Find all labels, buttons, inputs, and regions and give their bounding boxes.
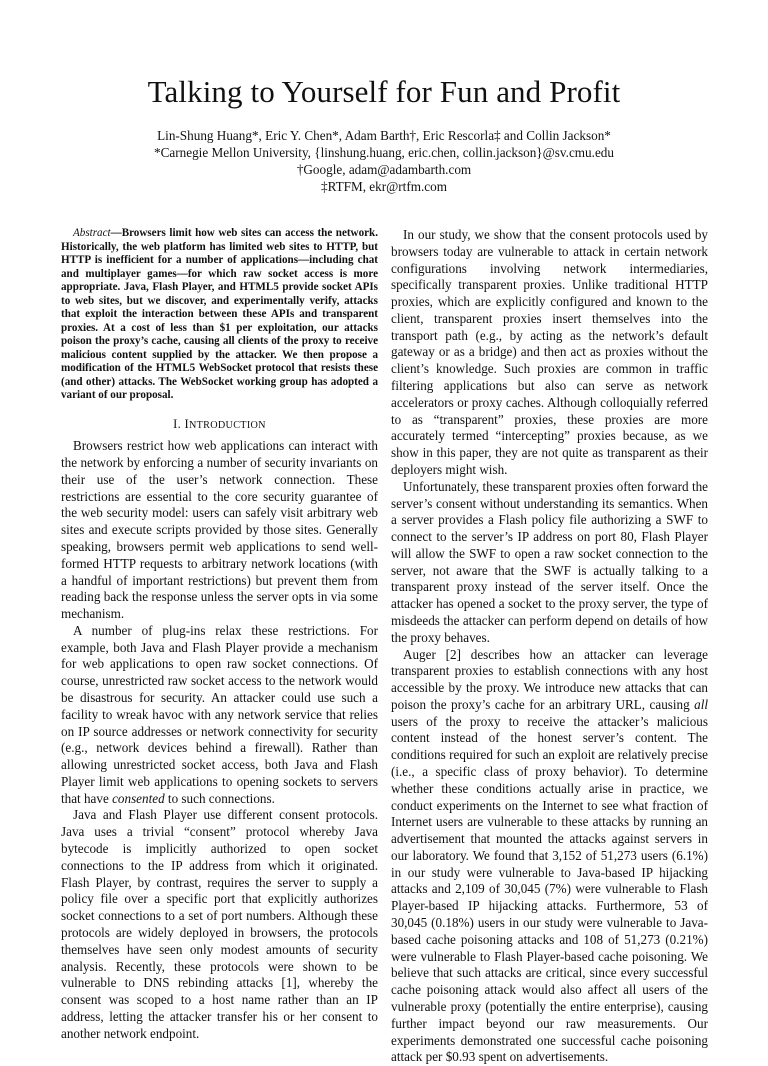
intro-paragraph-6: [391, 647, 708, 1066]
author-names: Lin-Shung Huang*, Eric Y. Chen*, Adam Barth†, Eric Rescorla‡ and Collin Jackson*: [157, 128, 611, 143]
intro-paragraph-6-emphasis: all: [694, 696, 708, 712]
intro-paragraph-6-text-a: Auger [2] describes how an attacker can leverage transparent proxies to establish connections with any host accessible by the proxy. We introduce new attacks that can poison the proxy’s cache for an arbitrary URL, causing: [391, 646, 708, 712]
affiliation-rtfm: ‡RTFM, ekr@rtfm.com: [321, 179, 447, 194]
author-block: [0, 127, 768, 195]
intro-paragraph-2: [61, 623, 378, 808]
intro-paragraph-2-text-a: A number of plug-ins relax these restrictions. For example, both Java and Flash Player provide a mechanism for web applications to open raw socket connections. Of course, unrestricted raw socket access to the network would be disastrous for security. An attacker could use such a facility to wreak havoc with any network service that relies on IP source addresses or network connectivity for security (e.g., network devices behind a firewall). Rather than allowing unrestricted socket access, both Java and Flash Player limit web applications to opening sockets to servers that have: [61, 622, 378, 806]
right-column: [391, 227, 708, 1066]
affiliation-google: †Google, adam@adambarth.com: [296, 162, 472, 177]
intro-paragraph-2-emphasis: consented: [112, 790, 165, 806]
paper-title: Talking to Yourself for Fun and Profit: [147, 74, 621, 109]
abstract-label: Abstract: [73, 227, 111, 239]
abstract: [61, 227, 378, 403]
affiliation-cmu: *Carnegie Mellon University, {linshung.huang, eric.chen, collin.jackson}@sv.cmu.edu: [153, 145, 614, 160]
abstract-text: —Browsers limit how web sites can access the network. Historically, the web platform has limited web sites to HTTP, but HTTP is inefficient for a number of applications—including chat and multiplayer games—for which raw socket access is more appropriate. Java, Flash Player, and HTML5 provide socket APIs to web sites, but we discover, and experimentally verify, attacks that exploit the interaction between these APIs and transparent proxies. At a cost of less than $1 per exploitation, our attacks poison the proxy’s cache, causing all clients of the proxy to receive malicious content supplied by the attacker. We then propose a modification of the HTML5 WebSocket protocol that resists these (and other) attacks. The WebSocket working group has adopted a variant of our proposal.: [61, 227, 378, 401]
section-heading-introduction: [61, 416, 378, 435]
intro-paragraph-1: Browsers restrict how web applications can interact with the network by enforcing a number of security invariants on their use of the user’s network connection. These restrictions are essential to the core security guarantee of the web security model: users can safely visit arbitrary web sites and execute scripts provided by those sites. Generally speaking, browsers permit web applications to send well-formed HTTP requests to arbitrary network locations (with a handful of important restrictions) but prevent them from reading back the response unless the server opts in via some mechanism.: [61, 438, 378, 622]
section-title-initial: I: [184, 416, 189, 431]
section-number: I.: [173, 416, 182, 431]
intro-paragraph-6-text-b: users of the proxy to receive the attacker’s malicious content instead of the honest server’s content. The conditions required for such an exploit are relatively precise (i.e., a specific class of proxy behavior). To determine whether these conditions actually arise in practice, we conduct experiments on the Internet to see what fraction of Internet users are vulnerable to these attacks by running an advertisement that mounted the attacks against servers in our laboratory. We found that 3,152 of 51,273 users (6.1%) in our study were vulnerable to Java-based IP hijacking attacks and 2,109 of 30,045 (7%) were vulnerable to Flash Player-based IP hijacking attacks. Furthermore, 53 of 30,045 (0.18%) users in our study were vulnerable to Java-based cache poisoning attacks and 108 of 51,273 (0.21%) were vulnerable to Flash Player-based cache poisoning. We believe that such attacks are critical, since every successful cache poisoning attack would also affect all users of the vulnerable proxy (potentially the entire enterprise), causing further impact beyond our raw measurements. Our experiments demonstrated one successful cache poisoning attack per $0.93 spent on advertisements.: [391, 713, 708, 1065]
intro-paragraph-5: Unfortunately, these transparent proxies often forward the server’s consent without understanding its semantics. When a server provides a Flash policy file authorizing a SWF to connect to the server’s IP address on port 80, Flash Player will allow the SWF to open a raw socket connection to the server, not aware that the SWF is actually talking to a transparent proxy instead of the server itself. Once the attacker has opened a socket to the proxy server, the type of misdeeds the attacker can perform depend on details of how the proxy behaves.: [391, 478, 708, 645]
left-column: [61, 227, 378, 1042]
intro-paragraph-4: In our study, we show that the consent protocols used by browsers today are vulnerable to attack in certain network configurations involving network intermediaries, specifically transparent proxies. Unlike traditional HTTP proxies, which are explicitly configured and known to the client, transparent proxies insert themselves into the transport path (e.g., by acting as the network’s default gateway or as a bridge) and then act as proxies without the client’s knowledge. Such proxies are common in traffic filtering applications but also can serve as network accelerators or proxy caches. Although colloquially referred to as “transparent” proxies, these proxies are more accurately termed “intercepting” proxies because, as we show in this paper, they are not quite as transparent as their deployers might wish.: [391, 227, 708, 477]
intro-paragraph-3: Java and Flash Player use different consent protocols. Java uses a trivial “consent” protocol whereby Java bytecode is implicitly authorized to open socket connections to the IP address from which it originated. Flash Player, by contrast, requires the server to supply a policy file over a specific port that explicitly authorizes socket connections to a set of port numbers. Although these protocols are widely deployed in browsers, the protocols themselves have seen only modest amounts of security analysis. Recently, these protocols were shown to be vulnerable to DNS rebinding attacks [1], whereby the consent was scoped to a host name rather than an IP address, letting the attacker transfer his or her consent to another network endpoint.: [61, 807, 378, 1041]
intro-paragraph-2-text-b: to such connections.: [164, 790, 275, 806]
section-title-rest: NTRODUCTION: [188, 419, 266, 431]
